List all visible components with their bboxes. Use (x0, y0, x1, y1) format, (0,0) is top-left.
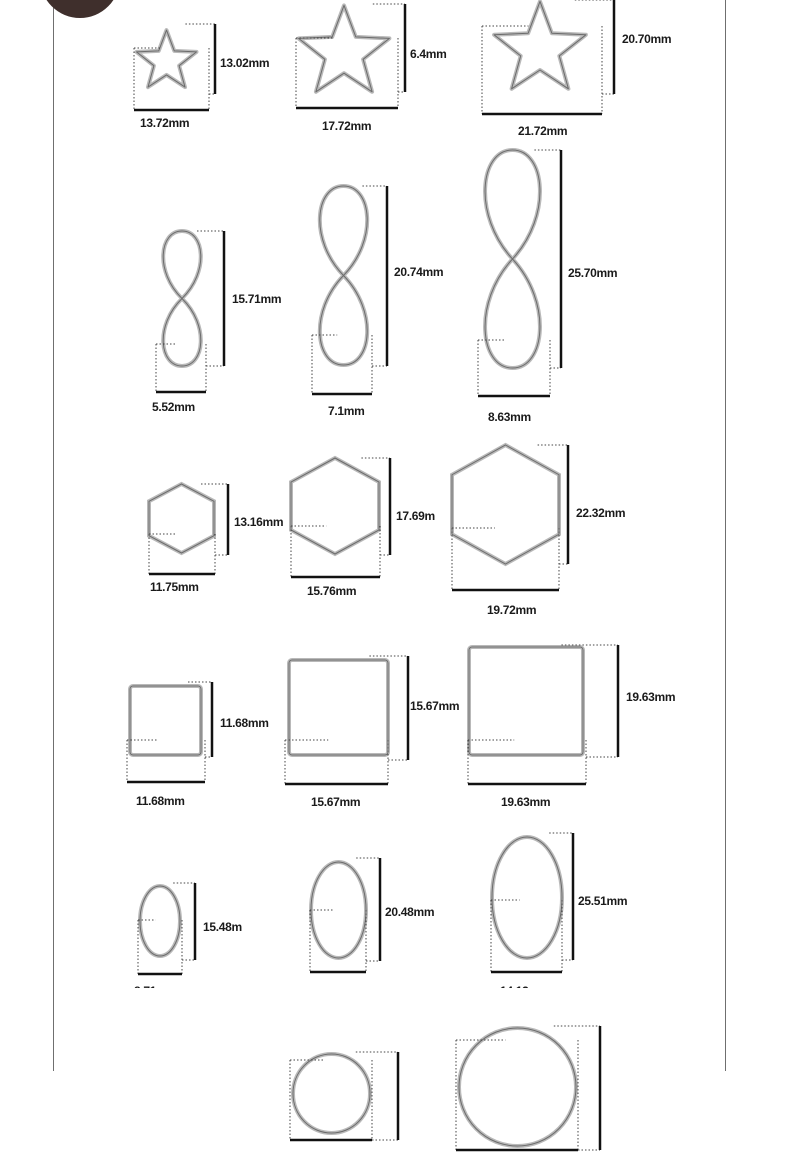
circle-1-dimension-lines (288, 1050, 402, 1144)
infinity-3-width-label: 8.63mm (488, 410, 531, 424)
infinity-1-height-label: 15.71mm (232, 292, 282, 306)
square-2-height-label: 15.67mm (410, 699, 460, 713)
infinity-2-dimension-lines (310, 184, 391, 398)
hexagon-2-width-label: 15.76mm (307, 584, 357, 598)
hexagon-1-height-label: 13.16mm (234, 515, 284, 529)
circle-2-dimension-lines (454, 1024, 604, 1154)
corner-badge (40, 0, 120, 18)
square-3-height-label: 19.63mm (626, 690, 676, 704)
oval-2-dimension-lines (307, 856, 384, 976)
infinity-2-width-label: 7.1mm (328, 404, 365, 418)
star-3-height-label: 20.70mm (622, 32, 672, 46)
star-3-width-label: 21.72mm (518, 124, 568, 138)
hexagon-1-width-label: 11.75mm (150, 580, 199, 594)
infinity-1-width-label: 5.52mm (152, 400, 195, 414)
square-2-dimension-lines (283, 654, 412, 788)
cropped-label-edge (54, 988, 724, 1008)
hexagon-2-height-label: 17.69m (396, 509, 435, 523)
oval-2-height-label: 20.48mm (385, 905, 435, 919)
square-1-dimension-lines (125, 680, 216, 786)
infinity-3-height-label: 25.70mm (568, 266, 618, 280)
frame-line-right (725, 0, 726, 1071)
oval-1-dimension-lines (136, 881, 199, 978)
hexagon-2-dimension-lines (289, 456, 394, 581)
star-1-dimension-lines (132, 22, 219, 114)
oval-3-dimension-lines (488, 831, 577, 976)
infinity-1-dimension-lines (154, 229, 228, 396)
hexagon-3-height-label: 22.32mm (576, 506, 626, 520)
hexagon-3-width-label: 19.72mm (487, 603, 537, 617)
square-1-height-label: 11.68mm (220, 716, 269, 730)
square-3-dimension-lines (465, 643, 622, 788)
star-2-height-label: 6.4mm (410, 47, 447, 61)
oval-3-height-label: 25.51mm (578, 894, 628, 908)
infinity-2-height-label: 20.74mm (394, 265, 444, 279)
square-2-width-label: 15.67mm (311, 795, 361, 809)
star-1-height-label: 13.02mm (220, 56, 270, 70)
star-2-dimension-lines (294, 2, 409, 112)
frame-line-left (53, 0, 54, 1071)
star-1-width-label: 13.72mm (140, 116, 190, 130)
square-3-width-label: 19.63mm (501, 795, 551, 809)
hexagon-1-dimension-lines (147, 482, 232, 578)
star-2-width-label: 17.72mm (322, 119, 372, 133)
hexagon-3-dimension-lines (450, 443, 572, 594)
oval-1-height-label: 15.48m (203, 920, 242, 934)
square-1-width-label: 11.68mm (136, 794, 185, 808)
infinity-3-dimension-lines (474, 148, 565, 400)
star-3-dimension-lines (480, 0, 618, 118)
